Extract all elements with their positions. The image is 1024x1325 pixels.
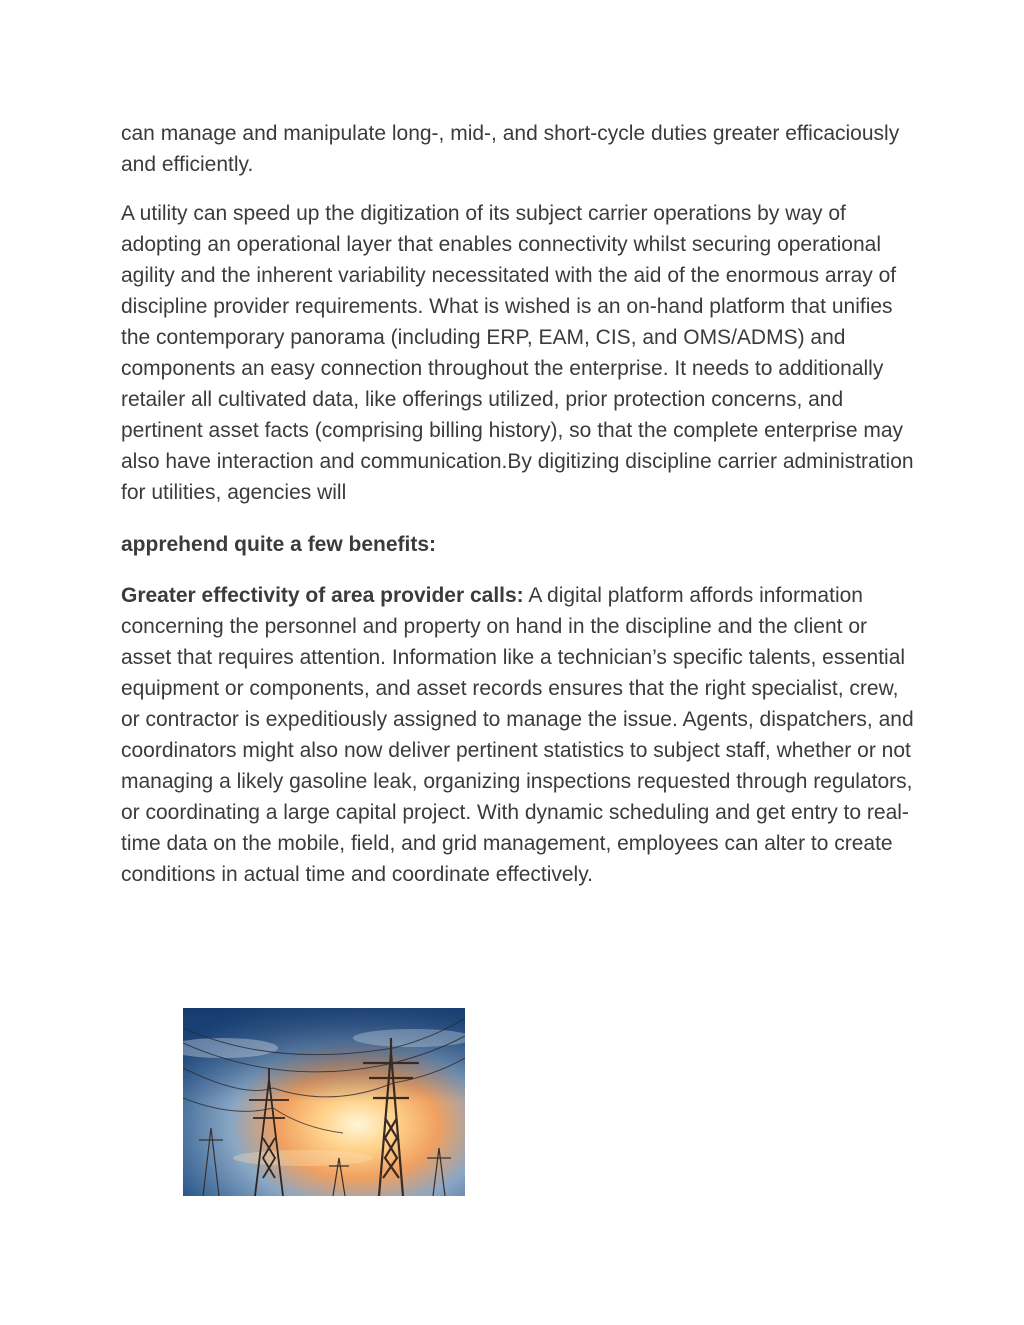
paragraph: A utility can speed up the digitization of its subject carrier operations by way of adopting an operational layer that enables connectivity whilst securing operational agility and the inherent variability necessitated with the aid of the enormous array of discipline provider requirements. What is wished is an on-hand platform that unifies the contemporary panorama (including ERP, EAM, CIS, and OMS/ADMS) and components an easy connection throughout the enterprise. It needs to additionally retailer all cultivated data, like offerings utilized, prior protection concerns, and pertinent asset facts (comprising billing history), so that the complete enterprise may also have interaction and communication.By digitizing discipline carrier administration for utilities, agencies will bbox=[121, 202, 914, 504]
paragraph: can manage and manipulate long-, mid-, and short-cycle duties greater efficaciously and efficiently. bbox=[121, 122, 900, 176]
paragraph-lead: Greater effectivity of area provider calls: bbox=[121, 584, 524, 607]
paragraph bbox=[121, 580, 921, 890]
power-lines-image bbox=[183, 1008, 465, 1196]
document-body bbox=[121, 118, 921, 890]
section-heading: apprehend quite a few benefits: bbox=[121, 533, 437, 556]
paragraph-body: A digital platform affords information concerning the personnel and property on hand in the discipline and the client or asset that requires attention. Information like a technician’s specific talents, essential equipment or components, and asset records ensures that the right specialist, crew, or contractor is expeditiously assigned to manage the issue. Agents, dispatchers, and coordinators might also now deliver pertinent statistics to subject staff, whether or not managing a likely gasoline leak, organizing inspections requested through regulators, or coordinating a large capital project. With dynamic scheduling and get entry to real-time data on the mobile, field, and grid management, employees can alter to create conditions in actual time and coordinate effectively. bbox=[121, 584, 914, 886]
